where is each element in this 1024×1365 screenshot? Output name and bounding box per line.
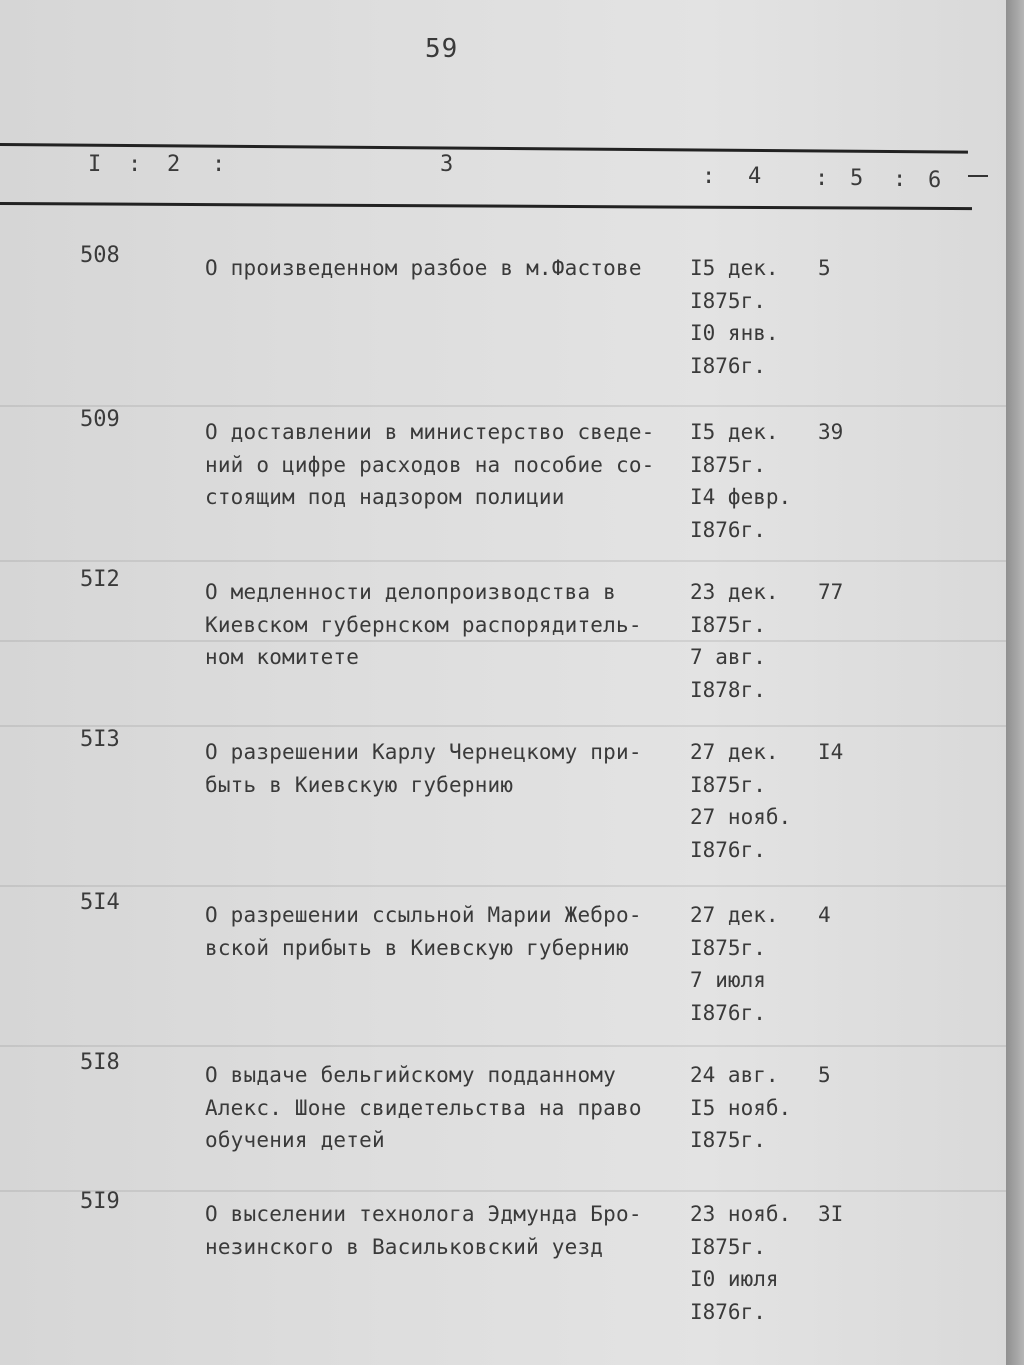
entry-date-line: I875г. (690, 1234, 766, 1259)
entry-date-line: I878г. (690, 677, 766, 702)
entry-dates (690, 1059, 800, 1157)
entry-date-line: I875г. (690, 612, 766, 637)
entry-sheet-count: 5 (818, 256, 831, 280)
col-separator: : (702, 164, 716, 189)
entry-date-line: I875г. (690, 288, 766, 313)
entry-date-line: 27 дек. (690, 740, 779, 764)
page-number: 59 (425, 34, 459, 64)
entry-date-line: 24 авг. (690, 1063, 779, 1087)
entry-date-line: 27 дек. (690, 903, 779, 927)
col-separator: : (128, 152, 142, 177)
entry-dates (690, 416, 800, 546)
entry-date-line: I876г. (690, 1299, 766, 1324)
entry-title: О разрешении ссыльной Марии Жебро- вской прибыть в Киевскую губернию (205, 903, 642, 960)
col-separator: : (815, 166, 829, 191)
entry-date-line: I5 дек. (690, 420, 779, 444)
entry-dates (690, 1198, 800, 1328)
entry-date-line: 7 июля (690, 968, 766, 992)
header-bottom-rule (0, 202, 972, 210)
entry-number: 5I8 (80, 1050, 120, 1075)
entry-date-line: I875г. (690, 772, 766, 797)
entry-date-line: 7 авг. (690, 645, 766, 669)
entry-title: О медленности делопроизводства в Киевском губернском распорядитель- ном комитете (205, 580, 642, 669)
entry-date-line: I876г. (690, 353, 766, 378)
entry-date-line: I0 янв. (690, 321, 779, 345)
entry-title: О произведенном разбое в м.Фастове (205, 256, 642, 280)
entry-dates (690, 736, 800, 866)
entry-date-line: I876г. (690, 1000, 766, 1025)
entry-date-line: I4 февр. (690, 485, 792, 509)
col-header-6: 6 (928, 168, 942, 193)
entry-number: 508 (80, 243, 120, 268)
entry-number: 5I3 (80, 727, 120, 752)
entry-date-line: I875г. (690, 1128, 766, 1152)
background-edge (1006, 0, 1024, 1365)
column-header-row (0, 152, 1000, 192)
entry-title: О доставлении в министерство сведе- ний о цифре расходов на пособие со- стоящим под надзором полиции (205, 420, 655, 509)
entry-number: 5I9 (80, 1189, 120, 1214)
entry-date-line: I876г. (690, 837, 766, 862)
entry-sheet-count: 3I (818, 1202, 844, 1226)
entry-number: 509 (80, 407, 120, 432)
col-header-3: 3 (440, 152, 454, 177)
entry-date-line: I875г. (690, 452, 766, 477)
entry-sheet-count: 77 (818, 580, 844, 604)
entry-date-line: 23 дек. (690, 580, 779, 604)
entry-date-line: 27 нояб. (690, 805, 792, 829)
entry-sheet-count: 5 (818, 1063, 831, 1087)
entry-date-line: I5 нояб. (690, 1095, 792, 1120)
entry-sheet-count: 4 (818, 903, 831, 927)
entry-date-line: I876г. (690, 517, 766, 542)
entry-sheet-count: 39 (818, 420, 844, 444)
entry-dates (690, 576, 800, 706)
entry-date-line: 23 нояб. (690, 1202, 792, 1226)
entry-sheet-count: I4 (818, 740, 844, 764)
entry-dates (690, 899, 800, 1029)
entry-date-line: I5 дек. (690, 256, 779, 280)
entry-date-line: I875г. (690, 935, 766, 960)
entry-title: О разрешении Карлу Чернецкому при- быть в Киевскую губернию (205, 740, 642, 797)
col-header-2: 2 (167, 152, 181, 177)
col-header-4: 4 (748, 164, 762, 189)
col-separator: : (212, 152, 226, 177)
col-separator: : (893, 167, 907, 192)
entry-date-line: I0 июля (690, 1267, 779, 1291)
col-header-5: 5 (850, 166, 864, 191)
entry-title: О выселении технолога Эдмунда Бро- незинского в Васильковский уезд (205, 1202, 642, 1259)
entry-number: 5I4 (80, 890, 120, 915)
col-header-1: I (88, 152, 102, 177)
entry-title: О выдаче бельгийскому подданному Алекс. Шоне свидетельства на право обучения детей (205, 1063, 642, 1152)
entry-dates (690, 252, 800, 382)
entry-number: 5I2 (80, 567, 120, 592)
